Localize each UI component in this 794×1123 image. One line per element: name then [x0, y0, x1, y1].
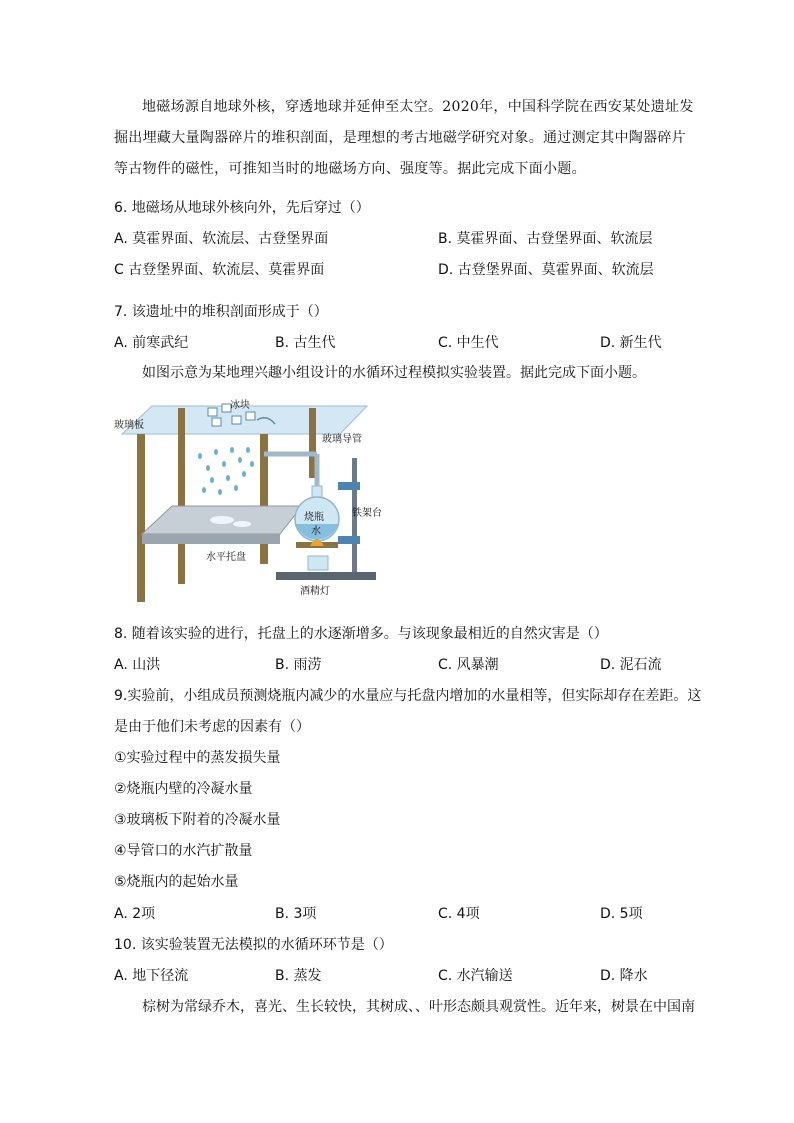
- label-tray: 水平托盘: [206, 552, 246, 563]
- question-6-option-c: C 古登堡界面、软流层、莫霍界面: [114, 262, 325, 278]
- question-9-option-b: B. 3项: [275, 906, 317, 922]
- question-9-statement-3: ③玻璃板下附着的冷凝水量: [114, 812, 281, 828]
- question-6-stem: 6. 地磁场从地球外核向外，先后穿过（）: [114, 200, 370, 216]
- label-flask: 烧瓶: [304, 512, 324, 523]
- question-9-statement-4: ④导管口的水汽扩散量: [114, 843, 253, 859]
- question-7-stem: 7. 该遗址中的堆积剖面形成于（）: [114, 304, 328, 320]
- question-9-option-c: C. 4项: [438, 906, 480, 922]
- question-7-option-a: A. 前寒武纪: [114, 335, 189, 351]
- question-10-option-c: C. 水汽输送: [438, 968, 513, 984]
- question-9-statement-5: ⑤烧瓶内的起始水量: [114, 874, 239, 890]
- question-7-option-b: B. 古生代: [275, 335, 336, 351]
- question-8-option-b: B. 雨涝: [275, 657, 322, 673]
- question-8-option-d: D. 泥石流: [600, 657, 662, 673]
- question-8-option-c: C. 风暴潮: [438, 657, 499, 673]
- question-6-option-a: A. 莫霍界面、软流层、古登堡界面: [114, 231, 329, 247]
- label-water: 水: [311, 526, 321, 537]
- label-glass-tube: 玻璃导管: [322, 434, 362, 445]
- question-9-stem-line2: 是由于他们未考虑的因素有（）: [114, 719, 310, 735]
- label-iron-stand: 铁架台: [352, 508, 382, 519]
- question-10-option-a: A. 地下径流: [114, 968, 189, 984]
- question-8-option-a: A. 山洪: [114, 657, 161, 673]
- question-9-stem-line1: 9.实验前，小组成员预测烧瓶内减少的水量应与托盘内增加的水量相等，但实际却存在差距。这: [114, 688, 702, 704]
- question-9-option-a: A. 2项: [114, 906, 156, 922]
- question-7-option-c: C. 中生代: [438, 335, 499, 351]
- question-7-option-d: D. 新生代: [600, 335, 662, 351]
- label-ice: 冰块: [230, 400, 250, 411]
- question-6-option-b: B. 莫霍界面、古登堡界面、软流层: [438, 231, 653, 247]
- water-cycle-apparatus-figure: [112, 394, 402, 606]
- label-lamp: 酒精灯: [300, 586, 330, 597]
- passage-palm-tree: 棕树为常绿乔木，喜光、生长较快，其树成、、叶形态颇具观赏性。近年来，树景在中国南: [142, 999, 695, 1015]
- label-glass-plate: 玻璃板: [114, 420, 144, 431]
- passage-experiment: 如图示意为某地理兴趣小组设计的水循环过程模拟实验装置。据此完成下面小题。: [142, 365, 646, 381]
- question-9-statement-1: ①实验过程中的蒸发损失量: [114, 750, 281, 766]
- question-9-statement-2: ②烧瓶内壁的冷凝水量: [114, 781, 253, 797]
- passage-geomagnetism: 地磁场源自地球外核，穿透地球并延伸至太空。2020年，中国科学院在西安某处遗址发掘出埋藏大量陶器碎片的堆积剖面，是理想的考古地磁学研究对象。通过测定其中陶器碎片等古物件的磁性，可推知当时的地磁场方向、强度等。据此完成下面小题。: [114, 99, 694, 177]
- question-8-stem: 8. 随着该实验的进行，托盘上的水逐渐增多。与该现象最相近的自然灾害是（）: [114, 626, 608, 642]
- question-10-option-b: B. 蒸发: [275, 968, 322, 984]
- question-9-option-d: D. 5项: [600, 906, 643, 922]
- question-10-stem: 10. 该实验装置无法模拟的水循环环节是（）: [114, 937, 393, 953]
- question-10-option-d: D. 降水: [600, 968, 648, 984]
- question-6-option-d: D. 古登堡界面、莫霍界面、软流层: [438, 262, 654, 278]
